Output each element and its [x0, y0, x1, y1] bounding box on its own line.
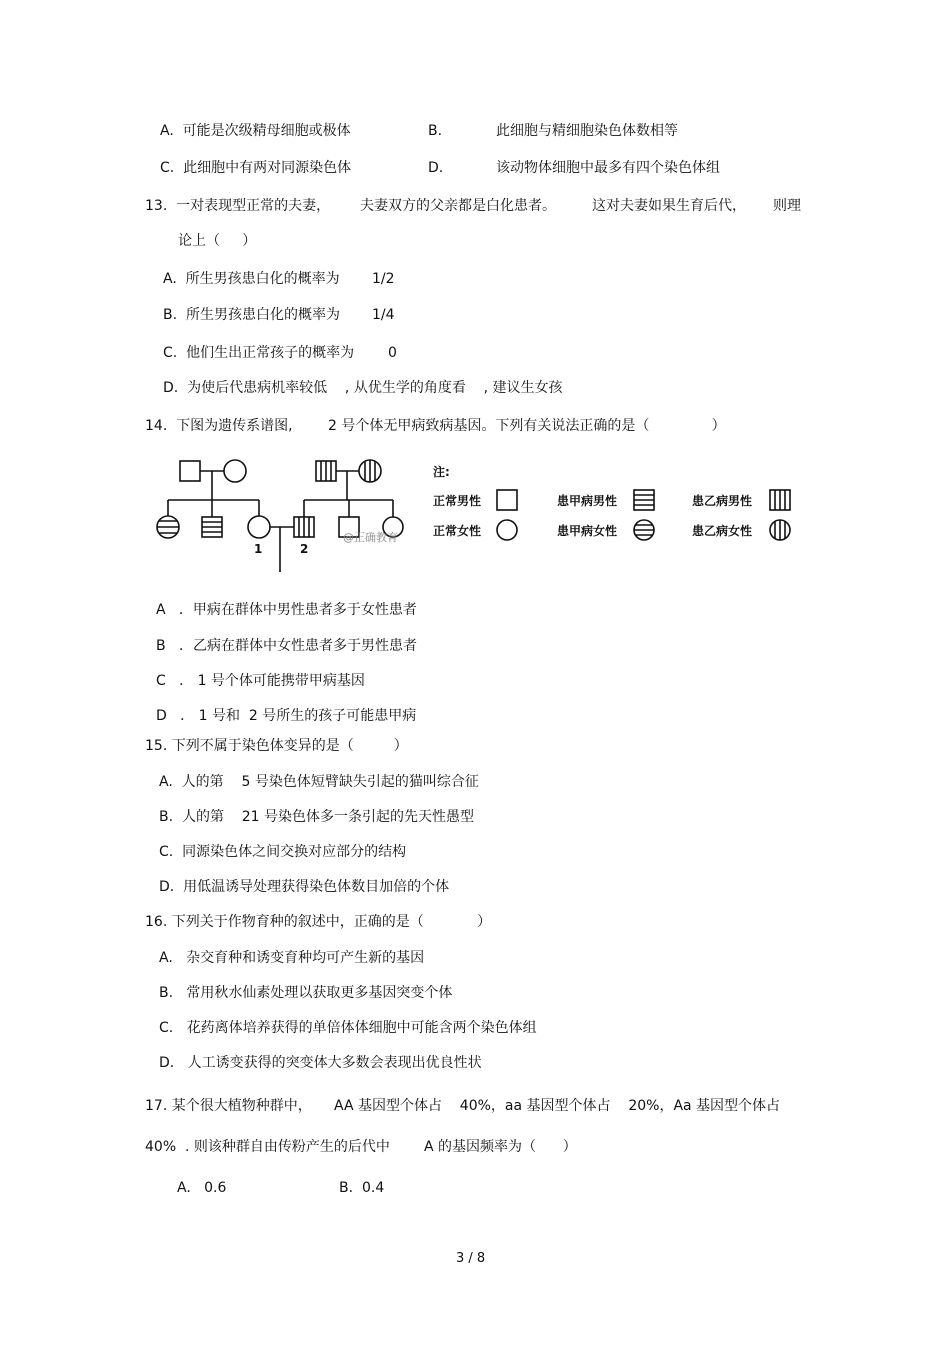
individual-1-normal-female [248, 516, 270, 538]
q14-stem-1: 14. 下图为遗传系谱图, [145, 418, 293, 434]
q15-option-a: A. 人的第 5 号染色体短臂缺失引起的猫叫综合征 [159, 774, 479, 790]
q17-option-b: B. 0.4 [339, 1180, 385, 1196]
q17-stem-2: AA 基因型个体占 40%，aa 基因型个体占 20%，Aa 基因型个体占 [334, 1098, 781, 1114]
q15-option-d: D. 用低温诱导处理获得染色体数目加倍的个体 [159, 879, 450, 895]
q12-option-a: A. 可能是次级精母细胞或极体 [160, 123, 351, 139]
pedigree-diagram [0, 0, 950, 600]
q13-option-a-value: 1/2 [372, 271, 395, 287]
q16-option-d: D. 人工诱变获得的突变体大多数会表现出优良性状 [159, 1055, 482, 1071]
q13-option-c-text: C. 他们生出正常孩子的概率为 [163, 345, 355, 361]
p1-mother-normal-female [224, 460, 246, 482]
q12-option-d-letter: D. [428, 160, 444, 176]
legend-normal-male-symbol [497, 490, 517, 510]
q14-option-b: B ．乙病在群体中女性患者多于男性患者 [156, 638, 417, 654]
watermark: @正确教育 [343, 531, 398, 544]
q15-stem: 15. 下列不属于染色体变异的是（ ） [145, 738, 408, 754]
q15-option-c: C. 同源染色体之间交换对应部分的结构 [159, 844, 407, 860]
legend-b-female: 患乙病女性 [692, 524, 753, 538]
q13-option-a-text: A. 所生男孩患白化的概率为 [163, 271, 340, 287]
p1-father-normal-male [180, 461, 200, 481]
legend-title: 注: [433, 465, 450, 479]
legend-normal-female: 正常女性 [433, 524, 482, 538]
q13-stem-1: 13. 一对表现型正常的夫妻， [145, 198, 331, 214]
q12-option-b-letter: B. [428, 123, 443, 139]
q17-stem-continued-2: A 的基因频率为（ ） [424, 1139, 577, 1155]
q14-stem-2: 2 号个体无甲病致病基因。下列有关说法正确的是（ ） [328, 418, 726, 434]
q12-option-c: C. 此细胞中有两对同源染色体 [160, 160, 352, 176]
q13-option-b-text: B. 所生男孩患白化的概率为 [163, 307, 340, 323]
legend-a-female: 患甲病女性 [557, 524, 618, 538]
q16-option-b: B. 常用秋水仙素处理以获取更多基因突变个体 [159, 985, 453, 1001]
q17-option-a: A. 0.6 [177, 1180, 227, 1196]
legend-normal-female-symbol [497, 520, 517, 540]
q16-stem: 16. 下列关于作物育种的叙述中，正确的是（ ） [145, 914, 492, 930]
legend-b-male: 患乙病男性 [692, 494, 753, 508]
q16-option-a: A. 杂交育种和诱变育种均可产生新的基因 [159, 950, 425, 966]
q13-stem-continued: 论上（ ） [178, 233, 257, 249]
pedigree-label-2: 2 [300, 542, 309, 556]
q13-option-d: D. 为使后代患病机率较低 , 从优生学的角度看 , 建议生女孩 [163, 380, 563, 396]
q13-stem-4: 则理 [773, 198, 801, 214]
legend-normal-male: 正常男性 [433, 494, 482, 508]
q12-option-d-text: 该动物体细胞中最多有四个染色体组 [496, 160, 720, 176]
q13-stem-2: 夫妻双方的父亲都是白化患者。 [360, 198, 556, 214]
q13-option-c-value: 0 [388, 345, 397, 361]
q16-option-c: C. 花药离体培养获得的单倍体体细胞中可能含两个染色体组 [159, 1020, 537, 1036]
q13-stem-3: 这对夫妻如果生育后代， [592, 198, 746, 214]
q14-option-a: A ．甲病在群体中男性患者多于女性患者 [156, 602, 417, 618]
q17-stem-1: 17. 某个很大植物种群中， [145, 1098, 312, 1114]
q13-option-b-value: 1/4 [372, 307, 395, 323]
q17-stem-continued-1: 40% . 则该种群自由传粉产生的后代中 [145, 1139, 390, 1155]
q15-option-b: B. 人的第 21 号染色体多一条引起的先天性愚型 [159, 809, 475, 825]
q12-option-b-text: 此细胞与精细胞染色体数相等 [496, 123, 678, 139]
pedigree-label-1: 1 [254, 542, 263, 556]
legend-a-male: 患甲病男性 [557, 494, 618, 508]
q14-option-d: D ． 1 号和 2 号所生的孩子可能患甲病 [156, 708, 417, 724]
q14-option-c: C ． 1 号个体可能携带甲病基因 [156, 673, 365, 689]
page-number: 3 / 8 [456, 1251, 486, 1266]
